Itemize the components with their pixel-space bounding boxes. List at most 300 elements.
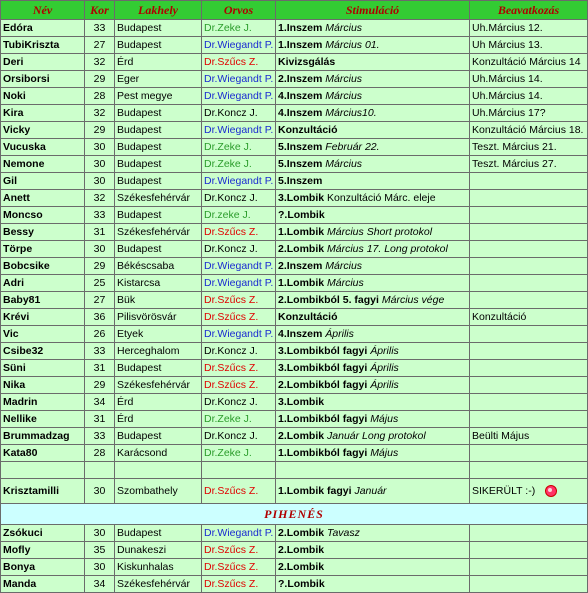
cell-city[interactable]: Érd [115, 411, 202, 428]
empty-cell[interactable] [1, 462, 85, 479]
stimulation-stage: 1.Lombik [278, 226, 325, 238]
cell-age[interactable]: 29 [85, 71, 115, 88]
stimulation-stage: Kivizsgálás [278, 56, 336, 68]
cell-stimulation[interactable] [276, 559, 470, 576]
stimulation-stage: 1.Inszem [278, 39, 323, 51]
cell-age[interactable]: 29 [85, 377, 115, 394]
table-row[interactable] [1, 525, 588, 542]
empty-cell[interactable] [85, 462, 115, 479]
cell-age[interactable]: 35 [85, 542, 115, 559]
stimulation-stage: 1.Inszem [278, 22, 323, 34]
stimulation-timing: Március [325, 158, 363, 170]
cell-age[interactable]: 32 [85, 105, 115, 122]
cell-action[interactable] [470, 559, 588, 576]
cell-doctor[interactable]: Dr.Wiegandt P. [202, 71, 276, 88]
cell-doctor[interactable]: Dr.Wiegandt P. [202, 88, 276, 105]
cell-stimulation[interactable] [276, 122, 470, 139]
cell-name[interactable]: Anett [1, 190, 85, 207]
action-text: Uh.Március 14. [472, 90, 543, 102]
cell-doctor[interactable]: Dr.Zeke J. [202, 445, 276, 462]
action-text: Konzultáció [472, 311, 527, 323]
table-row[interactable] [1, 241, 588, 258]
cell-action[interactable] [470, 377, 588, 394]
cell-name[interactable]: Bonya [1, 559, 85, 576]
cell-age[interactable]: 29 [85, 122, 115, 139]
stimulation-timing: Május [370, 413, 399, 425]
header-lakhely[interactable]: Lakhely [115, 1, 202, 20]
cell-stimulation[interactable] [276, 71, 470, 88]
stimulation-timing: Január Long protokol [327, 430, 426, 442]
cell-stimulation[interactable] [276, 576, 470, 593]
table-row[interactable] [1, 224, 588, 241]
cell-action[interactable] [470, 37, 588, 54]
cell-doctor[interactable]: Dr.Wiegandt P. [202, 258, 276, 275]
cell-stimulation[interactable] [276, 258, 470, 275]
stimulation-stage: 2.Lombik [278, 561, 325, 573]
cell-city[interactable]: Eger [115, 71, 202, 88]
cell-name[interactable]: TubiKriszta [1, 37, 85, 54]
stimulation-timing: Március [327, 277, 364, 289]
cell-action[interactable] [470, 275, 588, 292]
cell-city[interactable]: Érd [115, 394, 202, 411]
stimulation-stage: Konzultáció [278, 311, 338, 323]
cell-action[interactable] [470, 207, 588, 224]
stimulation-stage: 1.Lombik fagyi [278, 485, 352, 497]
stimulation-timing: Március [325, 90, 363, 102]
cell-stimulation[interactable] [276, 411, 470, 428]
stimulation-stage: 2.Lombik [278, 430, 325, 442]
cell-city[interactable]: Budapest [115, 360, 202, 377]
cell-doctor[interactable]: Dr.Wiegandt P. [202, 275, 276, 292]
table-row[interactable] [1, 377, 588, 394]
table-row[interactable] [1, 207, 588, 224]
cell-stimulation[interactable] [276, 309, 470, 326]
cell-name[interactable]: Csibe32 [1, 343, 85, 360]
cell-city[interactable]: Székesfehérvár [115, 224, 202, 241]
table-row[interactable] [1, 190, 588, 207]
cell-name[interactable]: Mofly [1, 542, 85, 559]
stimulation-stage: 2.Inszem [278, 260, 323, 272]
cell-city[interactable]: Budapest [115, 241, 202, 258]
cell-age[interactable]: 31 [85, 411, 115, 428]
table-row[interactable] [1, 394, 588, 411]
cell-stimulation[interactable] [276, 105, 470, 122]
cell-name[interactable]: Krévi [1, 309, 85, 326]
cell-stimulation[interactable] [276, 428, 470, 445]
cell-stimulation[interactable] [276, 394, 470, 411]
stimulation-stage: 4.Inszem [278, 107, 323, 119]
action-text: Teszt. Március 21. [472, 141, 557, 153]
cell-doctor[interactable]: Dr.Wiegandt P. [202, 173, 276, 190]
cell-city[interactable]: Budapest [115, 156, 202, 173]
cell-city[interactable]: Kistarcsa [115, 275, 202, 292]
cell-name[interactable]: Noki [1, 88, 85, 105]
cell-age[interactable]: 28 [85, 88, 115, 105]
cell-age[interactable]: 33 [85, 20, 115, 37]
cell-doctor[interactable]: Dr.Zeke J. [202, 139, 276, 156]
cell-stimulation[interactable] [276, 479, 470, 504]
cell-age[interactable]: 31 [85, 360, 115, 377]
cell-doctor[interactable]: Dr.Koncz J. [202, 343, 276, 360]
cell-action[interactable] [470, 54, 588, 71]
table-row[interactable] [1, 258, 588, 275]
stimulation-timing: Március10. [325, 107, 377, 119]
stimulation-stage: Konzultáció [278, 124, 338, 136]
cell-city[interactable]: Budapest [115, 105, 202, 122]
cell-action[interactable] [470, 190, 588, 207]
table-row[interactable] [1, 411, 588, 428]
stimulation-timing: Március 17. Long protokol [327, 243, 448, 255]
cell-age[interactable]: 36 [85, 309, 115, 326]
stimulation-stage: 3.Lombik [278, 396, 325, 408]
stimulation-stage: 2.Lombik [278, 243, 325, 255]
table-row[interactable] [1, 156, 588, 173]
cell-doctor[interactable]: Dr.zeke J. [202, 207, 276, 224]
cell-name[interactable]: Baby81 [1, 292, 85, 309]
stimulation-timing: Március [325, 22, 363, 34]
cell-action[interactable] [470, 394, 588, 411]
cell-doctor[interactable]: Dr.Koncz J. [202, 394, 276, 411]
cell-doctor[interactable]: Dr.Wiegandt P. [202, 525, 276, 542]
table-row[interactable] [1, 105, 588, 122]
table-row[interactable] [1, 54, 588, 71]
cell-action[interactable] [470, 241, 588, 258]
cell-name[interactable]: Bessy [1, 224, 85, 241]
table-row[interactable] [1, 88, 588, 105]
cell-doctor[interactable]: Dr.Koncz J. [202, 105, 276, 122]
table-row[interactable] [1, 20, 588, 37]
cell-city[interactable]: Budapest [115, 122, 202, 139]
table-row[interactable] [1, 37, 588, 54]
cell-stimulation[interactable] [276, 241, 470, 258]
cell-doctor[interactable]: Dr.Szűcs Z. [202, 377, 276, 394]
cell-doctor[interactable]: Dr.Szűcs Z. [202, 542, 276, 559]
cell-age[interactable]: 33 [85, 428, 115, 445]
cell-city[interactable]: Budapest [115, 139, 202, 156]
stimulation-timing: Március Short protokol [327, 226, 433, 238]
table-row[interactable] [1, 343, 588, 360]
table-row[interactable] [1, 445, 588, 462]
empty-cell[interactable] [470, 462, 588, 479]
header-orvos[interactable]: Orvos [202, 1, 276, 20]
cell-name[interactable]: Nika [1, 377, 85, 394]
cell-name[interactable]: Edóra [1, 20, 85, 37]
cell-age[interactable]: 30 [85, 173, 115, 190]
cell-stimulation[interactable] [276, 542, 470, 559]
table-row[interactable] [1, 309, 588, 326]
cell-stimulation[interactable] [276, 326, 470, 343]
cell-doctor[interactable]: Dr.Szűcs Z. [202, 576, 276, 593]
cell-city[interactable]: Székesfehérvár [115, 190, 202, 207]
cell-name[interactable]: Nemone [1, 156, 85, 173]
cell-name[interactable]: Gil [1, 173, 85, 190]
cell-stimulation[interactable] [276, 377, 470, 394]
cell-city[interactable]: Budapest [115, 207, 202, 224]
cell-name[interactable]: Süni [1, 360, 85, 377]
empty-cell[interactable] [115, 462, 202, 479]
cell-stimulation[interactable] [276, 525, 470, 542]
stimulation-timing: Május [370, 447, 399, 459]
cell-action[interactable] [470, 20, 588, 37]
separator-row [1, 504, 588, 525]
stimulation-timing: Március [325, 73, 363, 85]
cell-stimulation[interactable] [276, 20, 470, 37]
stimulation-timing: Február 22. [325, 141, 380, 153]
action-text: Uh Március 13. [472, 39, 543, 51]
cell-city[interactable]: Szombathely [115, 479, 202, 504]
action-text: Konzultáció Március 14 [472, 56, 581, 68]
cell-doctor[interactable]: Dr.Szűcs Z. [202, 479, 276, 504]
cell-age[interactable]: 33 [85, 207, 115, 224]
table-row[interactable] [1, 559, 588, 576]
cell-name[interactable]: Adri [1, 275, 85, 292]
cell-age[interactable]: 30 [85, 559, 115, 576]
cell-stimulation[interactable] [276, 224, 470, 241]
stimulation-stage: 2.Lombik [278, 527, 325, 539]
separator-label: PIHENÉS [1, 504, 588, 525]
stimulation-timing: Április [325, 328, 354, 340]
cell-doctor[interactable]: Dr.Wiegandt P. [202, 122, 276, 139]
cell-city[interactable]: Budapest [115, 173, 202, 190]
cell-city[interactable]: Székesfehérvár [115, 576, 202, 593]
stimulation-stage: 1.Lombikból fagyi [278, 447, 368, 459]
table-row[interactable] [1, 326, 588, 343]
cell-action[interactable] [470, 105, 588, 122]
stimulation-stage: 5.Inszem [278, 175, 323, 187]
cell-stimulation[interactable] [276, 292, 470, 309]
cell-action[interactable] [470, 88, 588, 105]
cell-name[interactable]: Madrin [1, 394, 85, 411]
cell-name[interactable]: Moncso [1, 207, 85, 224]
cell-age[interactable]: 33 [85, 343, 115, 360]
cell-action[interactable] [470, 542, 588, 559]
cell-city[interactable]: Pilisvörösvár [115, 309, 202, 326]
cell-doctor[interactable]: Dr.Szűcs Z. [202, 224, 276, 241]
cell-action[interactable] [470, 173, 588, 190]
cell-doctor[interactable]: Dr.Koncz J. [202, 190, 276, 207]
cell-name[interactable]: Törpe [1, 241, 85, 258]
cell-city[interactable]: Budapest [115, 37, 202, 54]
cell-action[interactable] [470, 122, 588, 139]
cell-city[interactable]: Bük [115, 292, 202, 309]
cell-city[interactable]: Kiskunhalas [115, 559, 202, 576]
cell-action[interactable] [470, 576, 588, 593]
table-row[interactable] [1, 173, 588, 190]
cell-age[interactable]: 34 [85, 394, 115, 411]
cell-city[interactable]: Pest megye [115, 88, 202, 105]
cell-doctor[interactable]: Dr.Szűcs Z. [202, 559, 276, 576]
stimulation-stage: 2.Lombik [278, 544, 325, 556]
stimulation-stage: 3.Lombikból fagyi [278, 362, 368, 374]
stimulation-stage: ?.Lombik [278, 578, 325, 590]
action-text: Teszt. Március 27. [472, 158, 557, 170]
empty-cell[interactable] [276, 462, 470, 479]
cell-age[interactable]: 30 [85, 479, 115, 504]
cell-action[interactable] [470, 343, 588, 360]
cell-city[interactable]: Békéscsaba [115, 258, 202, 275]
cell-age[interactable]: 25 [85, 275, 115, 292]
cell-doctor[interactable]: Dr.Szűcs Z. [202, 292, 276, 309]
cell-age[interactable]: 26 [85, 326, 115, 343]
cell-action[interactable] [470, 411, 588, 428]
cell-stimulation[interactable] [276, 445, 470, 462]
cell-name[interactable]: Bobcsike [1, 258, 85, 275]
cell-doctor[interactable]: Dr.Szűcs Z. [202, 54, 276, 71]
cell-name[interactable]: Orsiborsi [1, 71, 85, 88]
cell-age[interactable]: 28 [85, 445, 115, 462]
cell-name[interactable]: Krisztamilli [1, 479, 85, 504]
stimulation-stage: 5.Inszem [278, 158, 323, 170]
cell-action[interactable] [470, 360, 588, 377]
cell-stimulation[interactable] [276, 88, 470, 105]
cell-city[interactable]: Etyek [115, 326, 202, 343]
table-row[interactable] [1, 428, 588, 445]
stimulation-stage: 1.Lombikból fagyi [278, 413, 368, 425]
cell-doctor[interactable]: Dr.Szűcs Z. [202, 309, 276, 326]
stimulation-stage: 3.Lombik [278, 192, 325, 204]
cell-age[interactable]: 27 [85, 37, 115, 54]
cell-stimulation[interactable] [276, 343, 470, 360]
action-text: Konzultáció Március 18. [472, 124, 584, 136]
stimulation-timing: Március 01. [325, 39, 380, 51]
cell-city[interactable]: Érd [115, 54, 202, 71]
cell-doctor[interactable]: Dr.Wiegandt P. [202, 37, 276, 54]
cell-city[interactable]: Herceghalom [115, 343, 202, 360]
table-row[interactable] [1, 360, 588, 377]
stimulation-timing: Március vége [381, 294, 445, 306]
cell-age[interactable]: 27 [85, 292, 115, 309]
header-kor[interactable]: Kor [85, 1, 115, 20]
empty-cell[interactable] [202, 462, 276, 479]
cell-name[interactable]: Brummadzag [1, 428, 85, 445]
cell-city[interactable]: Budapest [115, 525, 202, 542]
cell-doctor[interactable]: Dr.Zeke J. [202, 411, 276, 428]
cell-action[interactable] [470, 292, 588, 309]
cell-stimulation[interactable] [276, 173, 470, 190]
table-row[interactable] [1, 479, 588, 504]
cell-age[interactable]: 30 [85, 139, 115, 156]
header-beavatkozas[interactable]: Beavatkozás [470, 1, 588, 20]
cell-stimulation[interactable] [276, 37, 470, 54]
stimulation-timing: Április [370, 362, 399, 374]
header-row [1, 1, 588, 20]
action-text: Uh.Március 14. [472, 73, 543, 85]
cell-city[interactable]: Karácsond [115, 445, 202, 462]
header-stimulacio[interactable]: Stimuláció [276, 1, 470, 20]
cell-doctor[interactable]: Dr.Koncz J. [202, 428, 276, 445]
cell-city[interactable]: Székesfehérvár [115, 377, 202, 394]
cell-city[interactable]: Budapest [115, 20, 202, 37]
cell-name[interactable]: Vic [1, 326, 85, 343]
cell-doctor[interactable]: Dr.Wiegandt P. [202, 326, 276, 343]
cell-name[interactable]: Manda [1, 576, 85, 593]
table-row[interactable] [1, 71, 588, 88]
cell-name[interactable]: Nellike [1, 411, 85, 428]
stimulation-note: Konzultáció Márc. eleje [327, 192, 436, 204]
cell-name[interactable]: Kata80 [1, 445, 85, 462]
cell-age[interactable]: 32 [85, 190, 115, 207]
cell-action[interactable] [470, 156, 588, 173]
cell-stimulation[interactable] [276, 275, 470, 292]
stimulation-stage: 4.Inszem [278, 328, 323, 340]
stimulation-timing: Április [370, 379, 399, 391]
heart-icon [545, 485, 557, 497]
cell-name[interactable]: Vucuska [1, 139, 85, 156]
cell-age[interactable]: 31 [85, 224, 115, 241]
table-row[interactable] [1, 542, 588, 559]
cell-doctor[interactable]: Dr.Szűcs Z. [202, 360, 276, 377]
cell-name[interactable]: Kira [1, 105, 85, 122]
cell-age[interactable]: 29 [85, 258, 115, 275]
cell-age[interactable]: 30 [85, 156, 115, 173]
table-row[interactable] [1, 122, 588, 139]
stimulation-stage: ?.Lombik [278, 209, 325, 221]
cell-name[interactable]: Zsókuci [1, 525, 85, 542]
cell-name[interactable]: Deri [1, 54, 85, 71]
header-nev[interactable]: Név [1, 1, 85, 20]
table-row[interactable] [1, 576, 588, 593]
empty-row [1, 462, 588, 479]
cell-stimulation[interactable] [276, 207, 470, 224]
cell-action[interactable] [470, 224, 588, 241]
cell-action[interactable] [470, 309, 588, 326]
cell-action[interactable] [470, 71, 588, 88]
cell-stimulation[interactable] [276, 156, 470, 173]
cell-age[interactable]: 32 [85, 54, 115, 71]
table-row[interactable] [1, 275, 588, 292]
table-body [1, 20, 588, 593]
cell-age[interactable]: 34 [85, 576, 115, 593]
stimulation-stage: 1.Lombik [278, 277, 325, 289]
cell-action[interactable] [470, 525, 588, 542]
cell-action[interactable] [470, 445, 588, 462]
cell-stimulation[interactable] [276, 360, 470, 377]
stimulation-timing: Március [325, 260, 363, 272]
cell-action[interactable] [470, 428, 588, 445]
action-text: SIKERÜLT :-) [472, 485, 536, 497]
cell-name[interactable]: Vicky [1, 122, 85, 139]
stimulation-stage: 3.Lombikból fagyi [278, 345, 368, 357]
action-text: Beülti Május [472, 430, 530, 442]
action-text: Uh.Március 17? [472, 107, 546, 119]
cell-stimulation[interactable] [276, 54, 470, 71]
action-text: Uh.Március 12. [472, 22, 543, 34]
stimulation-timing: Tavasz [327, 527, 360, 539]
cell-doctor[interactable]: Dr.Zeke J. [202, 156, 276, 173]
cell-age[interactable]: 30 [85, 241, 115, 258]
stimulation-timing: Április [370, 345, 399, 357]
cell-doctor[interactable]: Dr.Zeke J. [202, 20, 276, 37]
cell-city[interactable]: Budapest [115, 428, 202, 445]
stimulation-stage: 2.Lombikból fagyi [278, 379, 368, 391]
stimulation-stage: 5.Inszem [278, 141, 323, 153]
cell-action[interactable] [470, 258, 588, 275]
cell-doctor[interactable]: Dr.Koncz J. [202, 241, 276, 258]
cell-action[interactable] [470, 326, 588, 343]
cell-age[interactable]: 30 [85, 525, 115, 542]
stimulation-stage: 4.Inszem [278, 90, 323, 102]
cell-action[interactable] [470, 139, 588, 156]
table-row[interactable] [1, 139, 588, 156]
stimulation-stage: 2.Inszem [278, 73, 323, 85]
table-row[interactable] [1, 292, 588, 309]
cell-stimulation[interactable] [276, 139, 470, 156]
stimulation-stage: 2.Lombikból 5. fagyi [278, 294, 379, 306]
stimulation-timing: Január [354, 485, 387, 497]
cell-city[interactable]: Dunakeszi [115, 542, 202, 559]
cell-action[interactable] [470, 479, 588, 504]
cell-stimulation[interactable] [276, 190, 470, 207]
